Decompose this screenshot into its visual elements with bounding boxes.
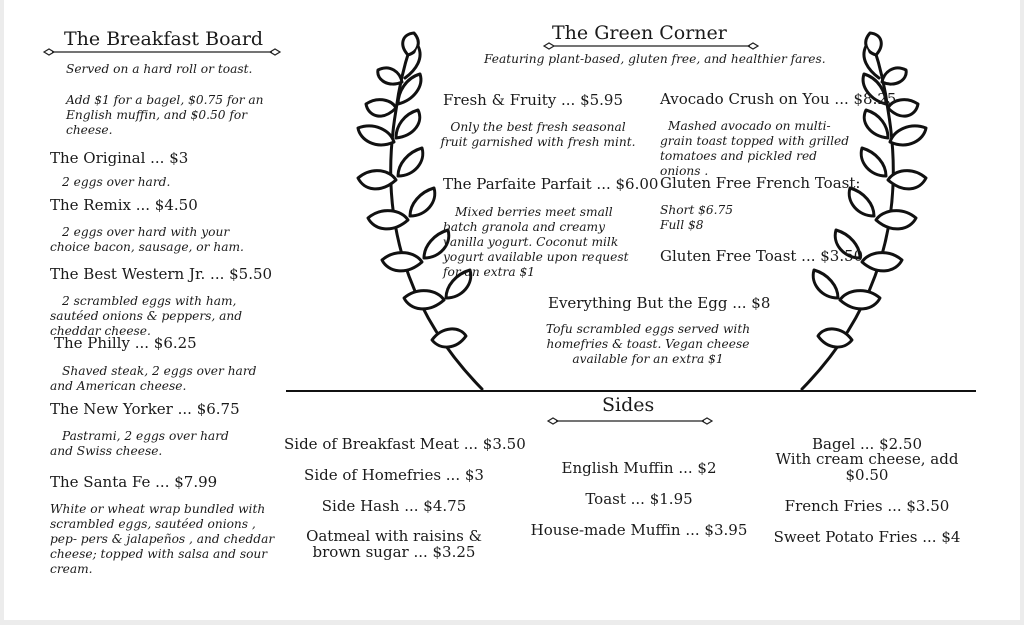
item-name-original: The Original ... $3 — [50, 149, 189, 167]
side-homefries: Side of Homefries ... $3 — [304, 466, 484, 484]
item-desc-fresh-fruity: Only the best fresh seasonal fruit garnished with fresh mint. — [440, 120, 636, 149]
side-oatmeal: Oatmeal with raisins & brown sugar ... $3.25 — [306, 527, 482, 561]
side-bagel-cream-cheese: With cream cheese, add $0.50 — [775, 450, 959, 484]
item-desc-remix: 2 eggs over hard with your choice bacon, sausage, or ham. — [50, 225, 244, 254]
side-sweet-potato-fries: Sweet Potato Fries ... $4 — [773, 528, 961, 546]
item-name-avocado: Avocado Crush on You ... $8.25 — [660, 90, 897, 108]
item-desc-original: 2 eggs over hard. — [62, 175, 171, 189]
side-toast: Toast ... $1.95 — [585, 490, 693, 508]
item-desc-new-yorker: Pastrami, 2 eggs over hard and Swiss cheese. — [50, 429, 229, 458]
item-name-philly: The Philly ... $6.25 — [54, 334, 197, 352]
laurel-right-icon — [802, 33, 926, 389]
item-name-gf-french-toast: Gluten Free French Toast: — [660, 174, 861, 192]
breakfast-board-title: The Breakfast Board — [64, 28, 264, 50]
item-name-santa-fe: The Santa Fe ... $7.99 — [50, 473, 218, 491]
item-desc-best-western: 2 scrambled eggs with ham, sautéed onions & peppers, and cheddar cheese. — [50, 294, 243, 338]
item-desc-avocado: Mashed avocado on multi-grain toast topped with grilled tomatoes and pickled red onions . — [660, 119, 850, 178]
item-desc-everything-but-egg: Tofu scrambled eggs served with homefries & toast. Vegan cheese available for an extra $1 — [545, 322, 751, 366]
side-house-muffin: House-made Muffin ... $3.95 — [530, 521, 748, 539]
side-breakfast-meat: Side of Breakfast Meat ... $3.50 — [284, 435, 526, 453]
green-corner-subtitle: Featuring plant-based, gluten free, and healthier fares. — [484, 52, 826, 66]
item-desc-philly: Shaved steak, 2 eggs over hard and American cheese. — [50, 364, 257, 393]
menu-sheet — [4, 0, 1020, 620]
item-name-new-yorker: The New Yorker ... $6.75 — [50, 400, 240, 418]
breakfast-intro: Served on a hard roll or toast. — [66, 62, 253, 76]
item-name-gf-toast: Gluten Free Toast ... $3.50 — [660, 247, 864, 265]
green-corner-title: The Green Corner — [552, 22, 727, 44]
side-french-fries: French Fries ... $3.50 — [784, 497, 950, 515]
side-english-muffin: English Muffin ... $2 — [561, 459, 717, 477]
item-desc-santa-fe: White or wheat wrap bundled with scrambled eggs, sautéed onions , pep- pers & jalapeños , and cheddar cheese; topped with salsa and sour cream. — [50, 502, 275, 576]
item-desc-parfait: Mixed berries meet small batch granola and creamy vanilla yogurt. Coconut milk yogurt available upon request for an extra $1 — [443, 205, 629, 279]
item-name-parfait: The Parfaite Parfait ... $6.00 — [443, 175, 659, 193]
item-name-fresh-fruity: Fresh & Fruity ... $5.95 — [443, 91, 624, 109]
sides-title: Sides — [602, 394, 655, 416]
item-name-remix: The Remix ... $4.50 — [50, 196, 198, 214]
gf-french-short: Short $6.75 — [660, 203, 734, 217]
item-name-best-western: The Best Western Jr. ... $5.50 — [50, 265, 273, 283]
breakfast-addons: Add $1 for a bagel, $0.75 for an English muffin, and $0.50 for cheese. — [66, 93, 264, 137]
side-bagel: Bagel ... $2.50 — [811, 435, 923, 453]
gf-french-full: Full $8 — [660, 218, 704, 232]
item-name-everything-but-egg: Everything But the Egg ... $8 — [548, 294, 771, 312]
title-divider-sides — [548, 418, 712, 424]
side-hash: Side Hash ... $4.75 — [321, 497, 467, 515]
